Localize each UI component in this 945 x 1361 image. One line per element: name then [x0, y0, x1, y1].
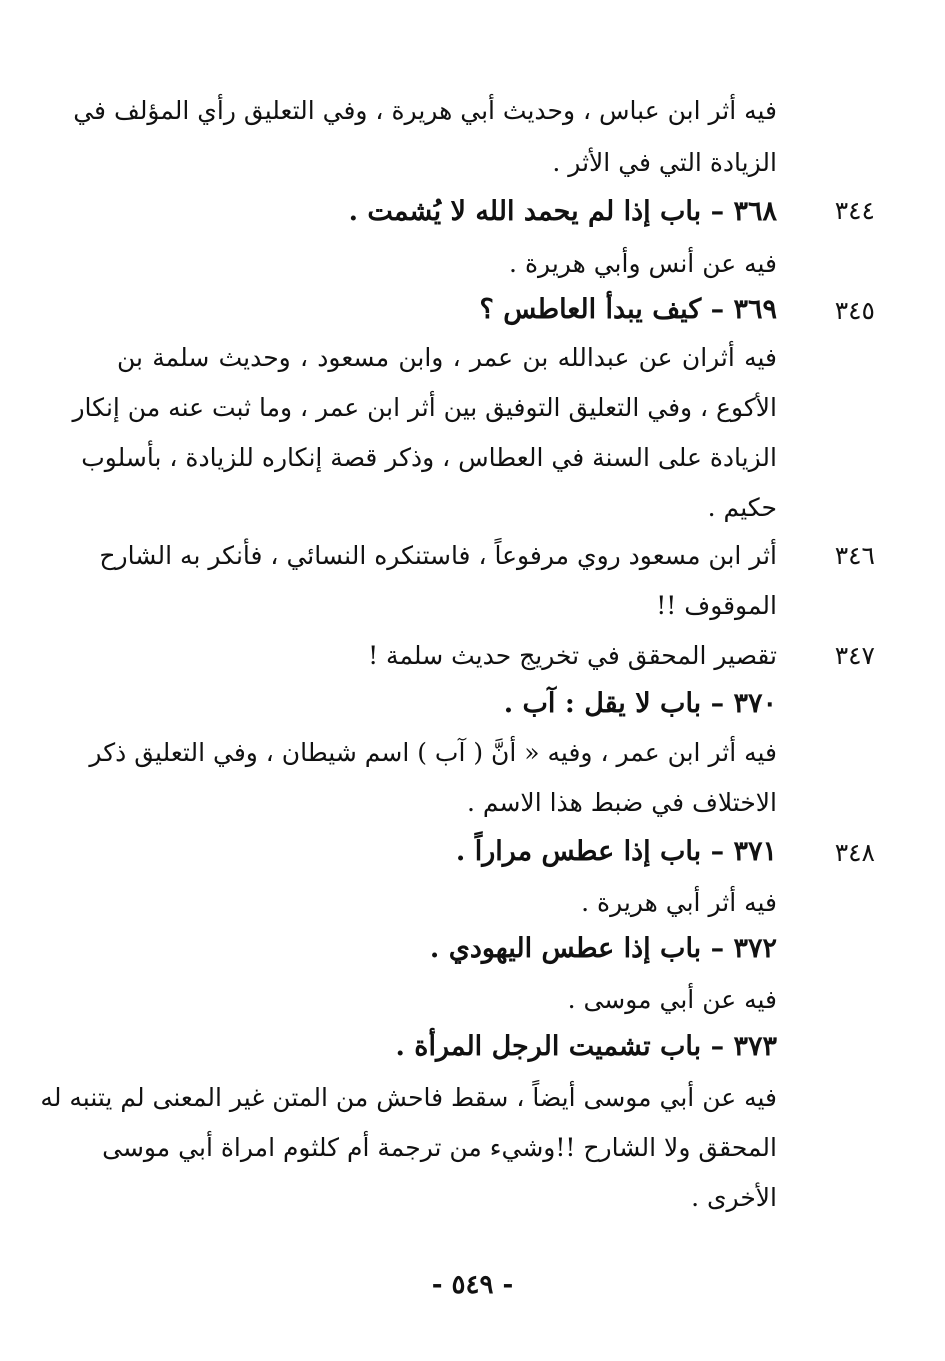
entry-number: ٣٤٨: [834, 838, 875, 867]
text-line: فيه عن أنس وأبي هريرة .: [509, 249, 777, 278]
chapter-heading: ٣٦٨ – باب إذا لم يحمد الله لا يُشمت .: [348, 196, 777, 227]
text-line: الاختلاف في ضبط هذا الاسم .: [466, 788, 777, 817]
text-line: الزيادة على السنة في العطاس ، وذكر قصة إنكاره للزيادة ، بأسلوب: [81, 443, 777, 472]
text-line: الموقوف !!: [656, 591, 777, 620]
chapter-heading: ٣٧٢ – باب إذا عطس اليهودي .: [429, 933, 777, 964]
entry-number: ٣٤٤: [834, 196, 875, 225]
entry-number: ٣٤٦: [834, 541, 875, 570]
page-number: - ٥٤٩ -: [431, 1270, 514, 1300]
text-line: الأكوع ، وفي التعليق التوفيق بين أثر ابن عمر ، وما ثبت عنه من إنكار: [72, 393, 777, 422]
text-line: المحقق ولا الشارح !!وشيء من ترجمة أم كلثوم امراة أبي موسى: [102, 1133, 777, 1162]
text-line: فيه أثر ابن عمر ، وفيه « أنَّ ( آب ) اسم شيطان ، وفي التعليق ذكر: [89, 738, 777, 767]
text-line: أثر ابن مسعود روي مرفوعاً ، فاستنكره النسائي ، فأنكر به الشارح: [99, 541, 777, 570]
text-line: فيه أثر أبي هريرة .: [581, 888, 777, 917]
text-line: فيه عن أبي موسى أيضاً ، سقط فاحش من المتن غير المعنى لم يتنبه له: [40, 1083, 777, 1112]
chapter-heading: ٣٧١ – باب إذا عطس مراراً .: [455, 836, 777, 867]
text-line: حكيم .: [707, 493, 777, 522]
chapter-heading: ٣٧٣ – باب تشميت الرجل المرأة .: [395, 1031, 777, 1062]
text-line: الأخرى .: [691, 1183, 777, 1212]
text-line: الزيادة التي في الأثر .: [552, 148, 777, 177]
text-line: تقصير المحقق في تخريج حديث سلمة !: [368, 641, 777, 670]
chapter-heading: ٣٦٩ – كيف يبدأ العاطس ؟: [479, 294, 777, 325]
entry-number: ٣٤٧: [834, 641, 875, 670]
chapter-heading: ٣٧٠ – باب لا يقل : آب .: [503, 688, 777, 719]
entry-number: ٣٤٥: [834, 296, 875, 325]
text-line: فيه أثر ابن عباس ، وحديث أبي هريرة ، وفي التعليق رأي المؤلف في: [73, 96, 777, 125]
text-line: فيه أثران عن عبدالله بن عمر ، وابن مسعود ، وحديث سلمة بن: [117, 343, 777, 372]
text-line: فيه عن أبي موسى .: [567, 985, 777, 1014]
